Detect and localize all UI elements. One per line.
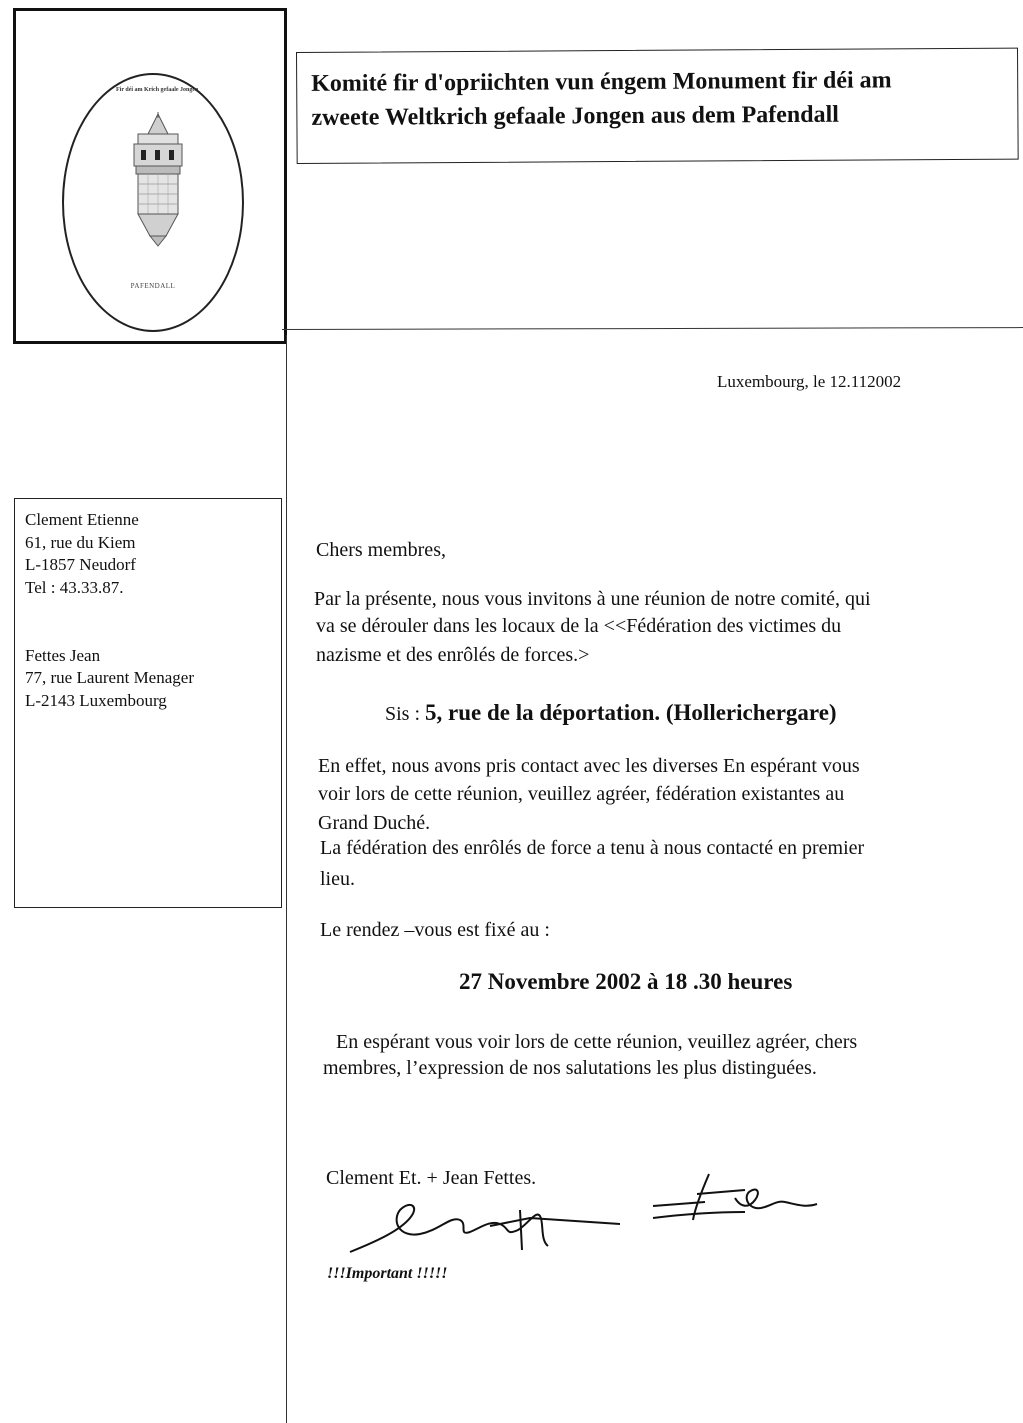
address-1-street: 61, rue du Kiem [25, 533, 136, 552]
title-line-1: Komité fir d'opriichten vun éngem Monument fir déi am [311, 67, 892, 97]
title-line-2: zweete Weltkrich gefaale Jongen aus dem Pafendall [311, 101, 839, 131]
page-title [311, 63, 1001, 135]
horizontal-divider [282, 327, 1023, 330]
greeting: Chers membres, [316, 539, 446, 561]
location-address: 5, rue de la déportation. (Hollerichergare) [425, 700, 837, 725]
date-line: Luxembourg, le 12.112002 [717, 372, 902, 391]
address-2-street: 77, rue Laurent Menager [25, 668, 194, 687]
para2-line-5: lieu. [320, 868, 355, 890]
address-1-phone: Tel : 43.33.87. [25, 578, 124, 597]
logo-bottom-text: PAFENDALL [130, 282, 176, 290]
address-box [14, 498, 282, 908]
location-prefix: Sis : [385, 703, 426, 725]
closing-line-1: En espérant vous voir lors de cette réunion, veuillez agréer, chers [336, 1031, 858, 1053]
para2-line-3: Grand Duché. [318, 812, 431, 834]
location-line [385, 701, 837, 726]
address-1-city: L-1857 Neudorf [25, 555, 136, 574]
title-box [296, 48, 1019, 164]
rendezvous-label: Le rendez –vous est fixé au : [320, 919, 550, 941]
logo-top-text: Fir déi am Krich gefaale Jongen [116, 87, 199, 93]
vertical-divider [286, 335, 287, 1423]
signatories: Clement Et. + Jean Fettes. [326, 1167, 537, 1189]
para2-line-1: En effet, nous avons pris contact avec les diverses En espérant vous [318, 755, 860, 777]
signature-fettes-icon [645, 1168, 825, 1228]
para1-line-2: va se dérouler dans les locaux de la <<Fédération des victimes du [316, 615, 842, 637]
signature-clement-icon [340, 1190, 630, 1270]
para2-line-4: La fédération des enrôlés de force a tenu à nous contacté en premier [320, 837, 865, 859]
para1-line-3: nazisme et des enrôlés de forces.> [316, 644, 590, 666]
important-note: !!!Important !!!!! [327, 1265, 448, 1282]
rendezvous-datetime: 27 Novembre 2002 à 18 .30 heures [459, 969, 793, 994]
address-2-name: Fettes Jean [25, 646, 101, 665]
closing-line-2: membres, l’expression de nos salutations les plus distinguées. [323, 1057, 817, 1079]
para2-line-2: voir lors de cette réunion, veuillez agréer, fédération existantes au [318, 783, 845, 805]
tower-drawing-icon [128, 112, 188, 247]
address-2-city: L-2143 Luxembourg [25, 691, 167, 710]
para1-line-1: Par la présente, nous vous invitons à une réunion de notre comité, qui [314, 588, 871, 610]
address-1-name: Clement Etienne [25, 510, 139, 529]
